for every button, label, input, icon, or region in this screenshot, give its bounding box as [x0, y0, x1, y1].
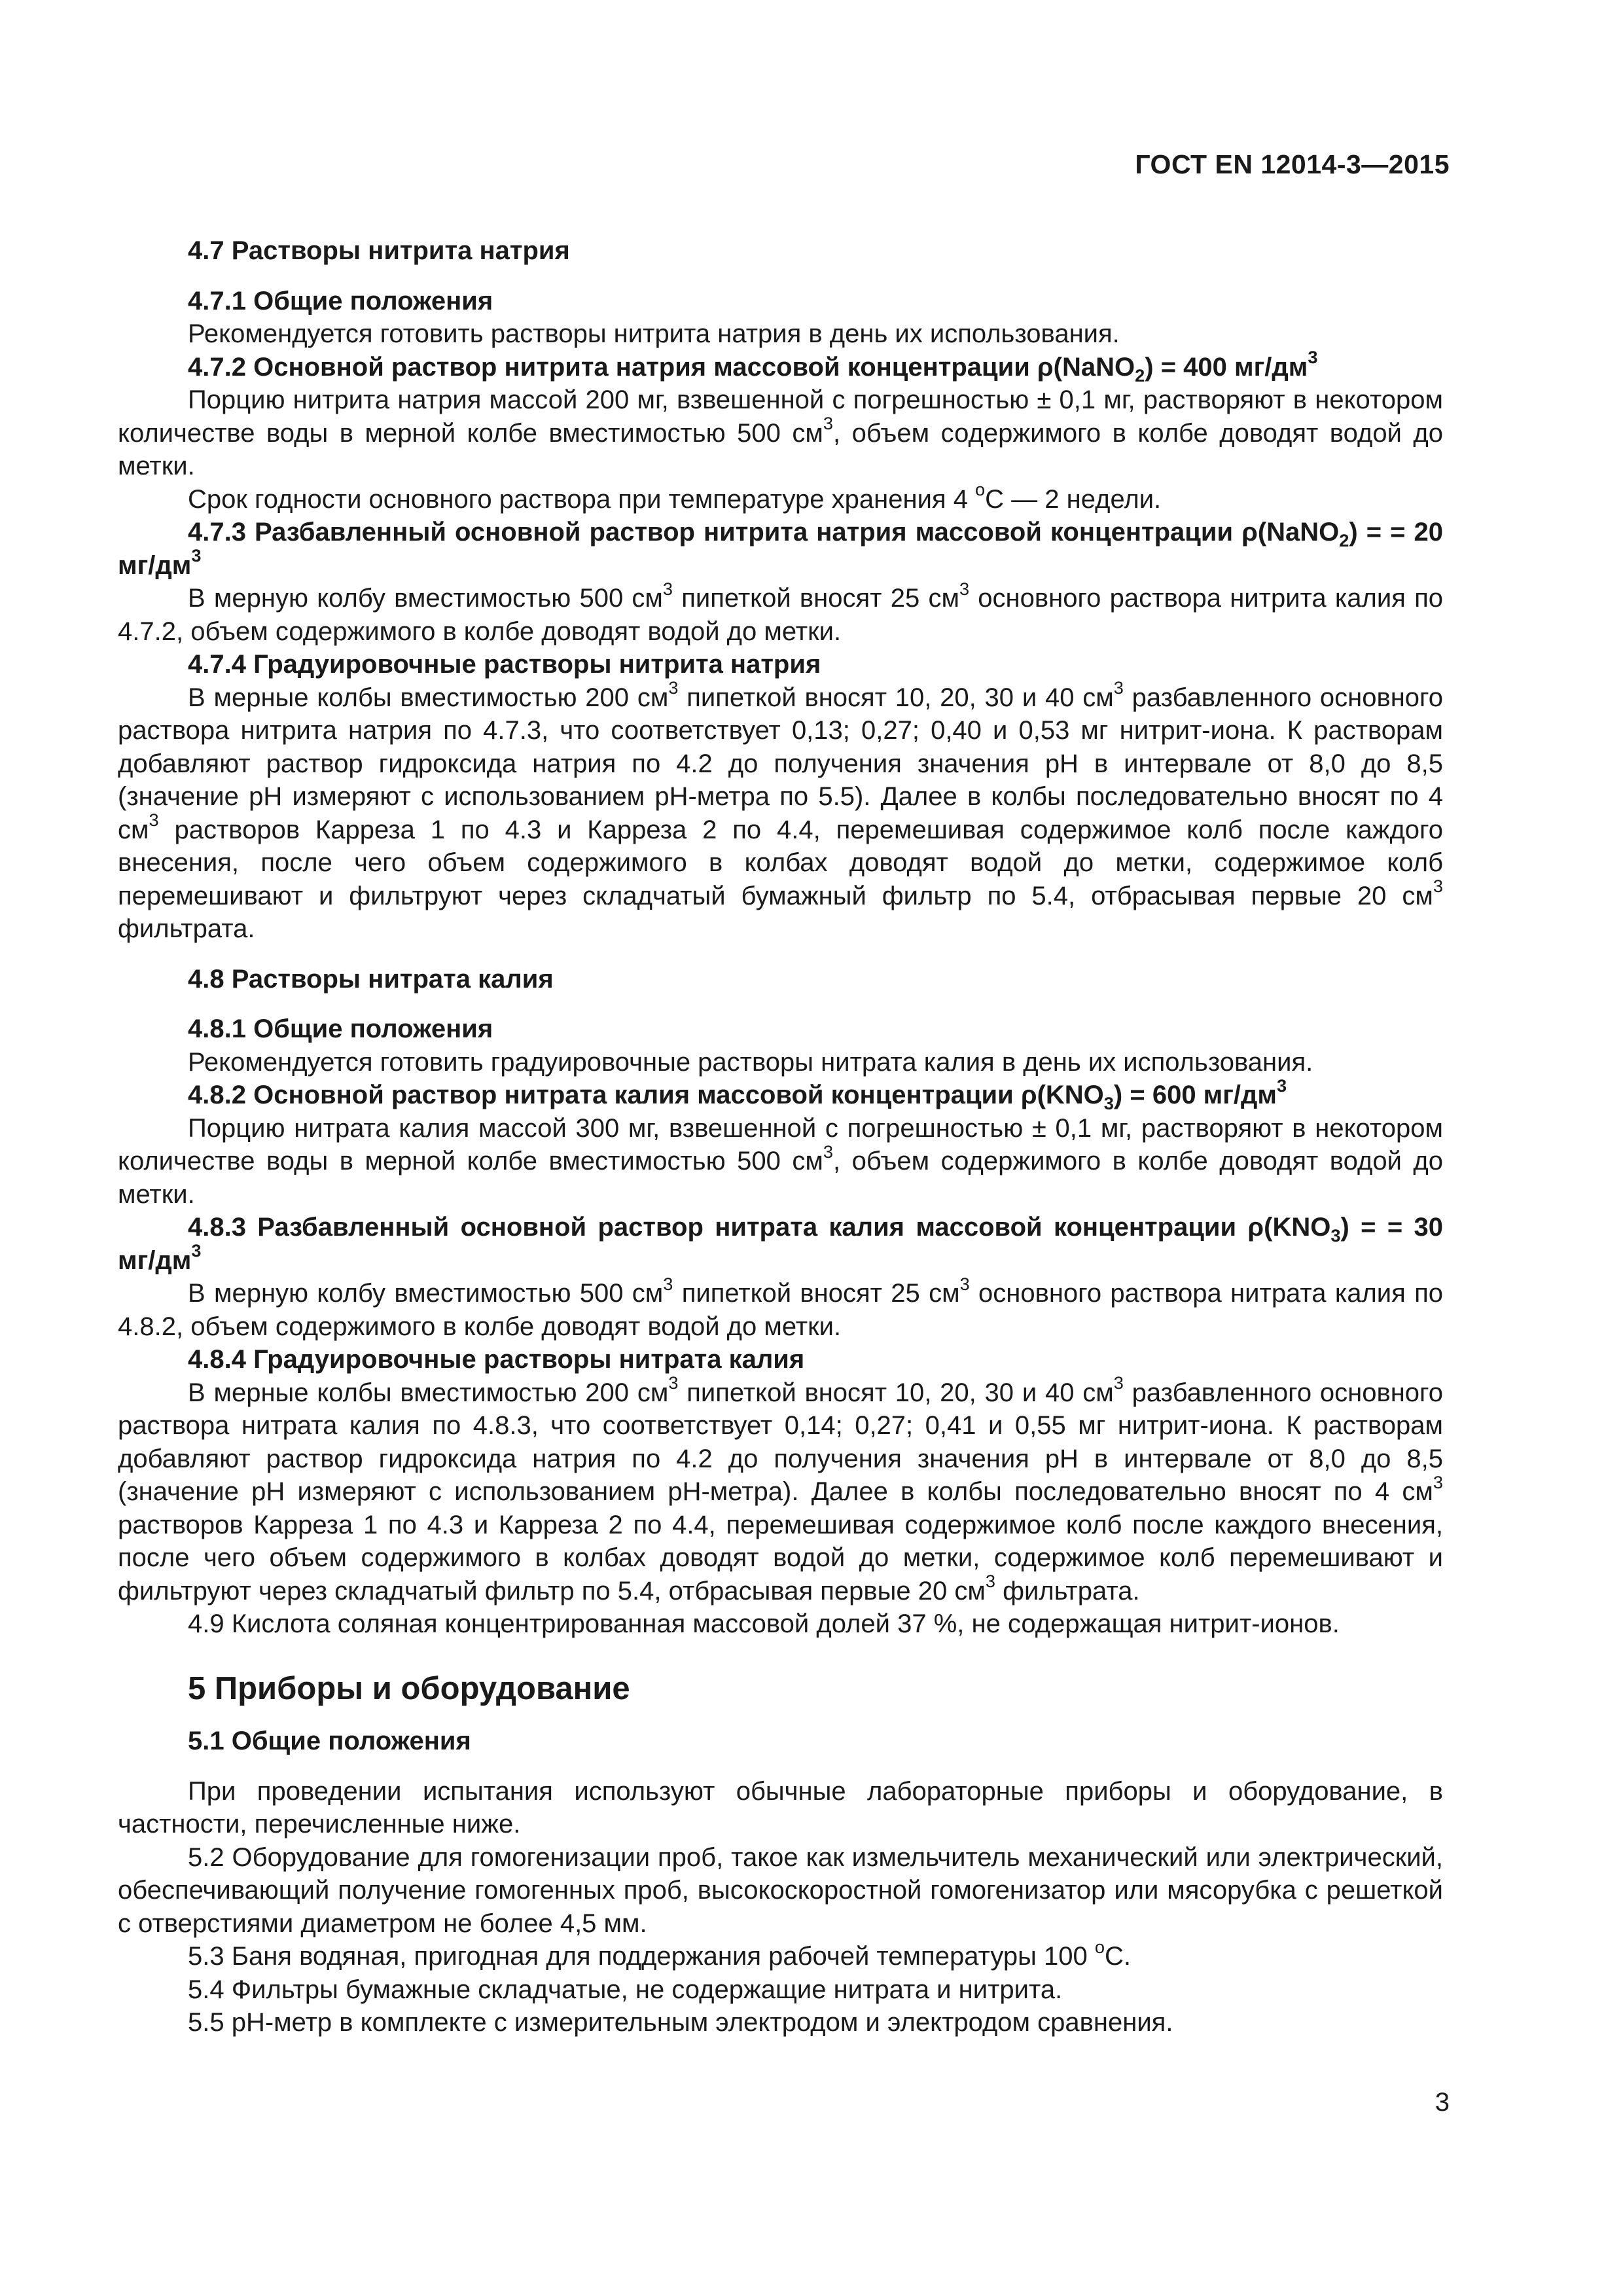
- section-4-8-1-text: Рекомендуется готовить градуировочные растворы нитрата калия в день их использования.: [188, 1047, 1313, 1077]
- section-4-8-2-paragraph: Порцию нитрата калия массой 300 мг, взвешенной с погрешностью ± 0,1 мг, растворяют в некотором количестве воды в мерной колбе вместимостью 500 $см^3$, объем содержимого в колбе доводят водой до метки.: [118, 1113, 1443, 1209]
- section-4-7-4-title: 4.7.4 Градуировочные растворы нитрита натрия: [188, 650, 821, 679]
- section-4-9-text: 4.9 Кислота соляная концентрированная массовой долей 37 %, не содержащая нитрит-ионов.: [188, 1609, 1340, 1638]
- page-body: [118, 223, 1443, 2039]
- section-5-1-title: 5.1 Общие положения: [188, 1727, 471, 1755]
- section-5-5-text: 5.5 pH-метр в комплекте с измерительным электродом и электродом сравнения.: [188, 2008, 1173, 2037]
- section-4-7-2-paragraph: Порцию нитрита натрия массой 200 мг, взвешенной с погрешностью ± 0,1 мг, растворяют в некотором количестве воды в мерной колбе вместимостью 500 $см^3$, объем содержимого в колбе доводят водой до метки.: [118, 386, 1443, 480]
- section-4-7-2-shelf-life: Срок годности основного раствора при температуре хранения 4 $^о$С — 2 недели.: [188, 479, 1162, 514]
- section-4-8-3-paragraph: В мерную колбу вместимостью 500 $см^3$ пипеткой вносят 25 $см^3$ основного раствора нитрата калия по 4.8.2, объем содержимого в колбе доводят водой до метки.: [118, 1273, 1444, 1341]
- section-5-2-text: 5.2 Оборудование для гомогенизации проб, такое как измельчитель механический или электрический, обеспечивающий получение гомогенных проб, высокоскоростной гомогенизатор или мясорубка с решеткой с отверстиями диаметром не более 4,5 мм.: [118, 1842, 1443, 1938]
- section-4-7-1-title: 4.7.1 Общие положения: [188, 286, 493, 315]
- section-4-7-3-paragraph: В мерную колбу вместимостью 500 $см^3$ пипеткой вносят 25 $см^3$ основного раствора нитрита калия по 4.7.2, объем содержимого в колбе доводят водой до метки.: [118, 578, 1443, 646]
- section-5-3-text: 5.3 Баня водяная, пригодная для поддержания рабочей температуры 100 $^о$С.: [188, 1936, 1131, 1971]
- section-4-8-3-title: 4.8.3 Разбавленный основной раствор нитрата калия массовой концентрации $\rho(KNO_3)$ = = 30 $мг/дм^3$: [118, 1213, 1444, 1275]
- section-4-7-2-title: 4.7.2 Основной раствор нитрита натрия массовой концентрации ρ(NaNO$_2$) = 400 $мг/дм^3$: [188, 347, 1318, 386]
- section-5-1-text: При проведении испытания используют обычные лабораторные приборы и оборудование, в частности, перечисленные ниже.: [118, 1776, 1443, 1839]
- section-4-7-title: 4.7 Растворы нитрита натрия: [188, 236, 570, 265]
- section-4-8-4-paragraph: В мерные колбы вместимостью 200 $см^3$ пипеткой вносят 10, 20, 30 и 40 $см^3$ разбавленного основного раствора нитрата калия по 4.8.3, что соответствует 0,14; 0,27; 0,41 и 0,55 мг нитрит-иона. К растворам добавляют раствор гидроксида натрия по 4.2 до получения значения pH в интервале от 8,0 до 8,5 (значение pH измеряют с использованием pH-метра). Далее в колбы последовательно вносят по 4 $см^3$ растворов Карреза 1 по 4.3 и Карреза 2 по 4.4, перемешивая содержимое колб после каждого внесения, после чего объем содержимого в колбах доводят водой до метки, содержимое колб перемешивают и фильтруют через складчатый фильтр по 5.4, отбрасывая первые 20 $см^3$ фильтрата.: [118, 1372, 1444, 1605]
- section-4-8-4-title: 4.8.4 Градуировочные растворы нитрата калия: [188, 1345, 805, 1374]
- section-5-4-text: 5.4 Фильтры бумажные складчатые, не содержащие нитрата и нитрита.: [188, 1975, 1063, 2004]
- document-code: ГОСТ EN 12014-3—2015: [1135, 149, 1450, 179]
- section-4-7-1-text: Рекомендуется готовить растворы нитрита натрия в день их использования.: [188, 319, 1120, 348]
- section-4-8-1-title: 4.8.1 Общие положения: [188, 1014, 493, 1043]
- section-5-title: 5 Приборы и оборудование: [188, 1670, 630, 1706]
- section-4-8-2-title: 4.8.2 Основной раствор нитрата калия массовой концентрации $\rho(KNO_3) = 600$ $мг/дм^3$: [188, 1075, 1287, 1113]
- section-4-7-4-paragraph: В мерные колбы вместимостью 200 $см^3$ пипеткой вносят 10, 20, 30 и 40 $см^3$ разбавленного основного раствора нитрита натрия по 4.7.3, что соответствует 0,13; 0,27; 0,40 и 0,53 мг нитрит-иона. К растворам добавляют раствор гидроксида натрия по 4.2 до получения значения pH в интервале от 8,0 до 8,5 (значение pH измеряют с использованием pH-метра по 5.5). Далее в колбы последовательно вносят по 4 $см^3$ растворов Карреза 1 по 4.3 и Карреза 2 по 4.4, перемешивая содержимое колб после каждого внесения, после чего объем содержимого в колбах доводят водой до метки, содержимое колб перемешивают и фильтруют через складчатый бумажный фильтр по 5.4, отбрасывая первые 20 $см^3$ фильтрата.: [118, 677, 1444, 943]
- section-4-7-3-title: 4.7.3 Разбавленный основной раствор нитрита натрия массовой концентрации ρ(NaNO$_2$) = = 20 $мг/дм^3$: [118, 518, 1443, 580]
- section-4-8-title: 4.8 Растворы нитрата калия: [188, 964, 554, 994]
- page-number: 3: [1435, 2088, 1450, 2117]
